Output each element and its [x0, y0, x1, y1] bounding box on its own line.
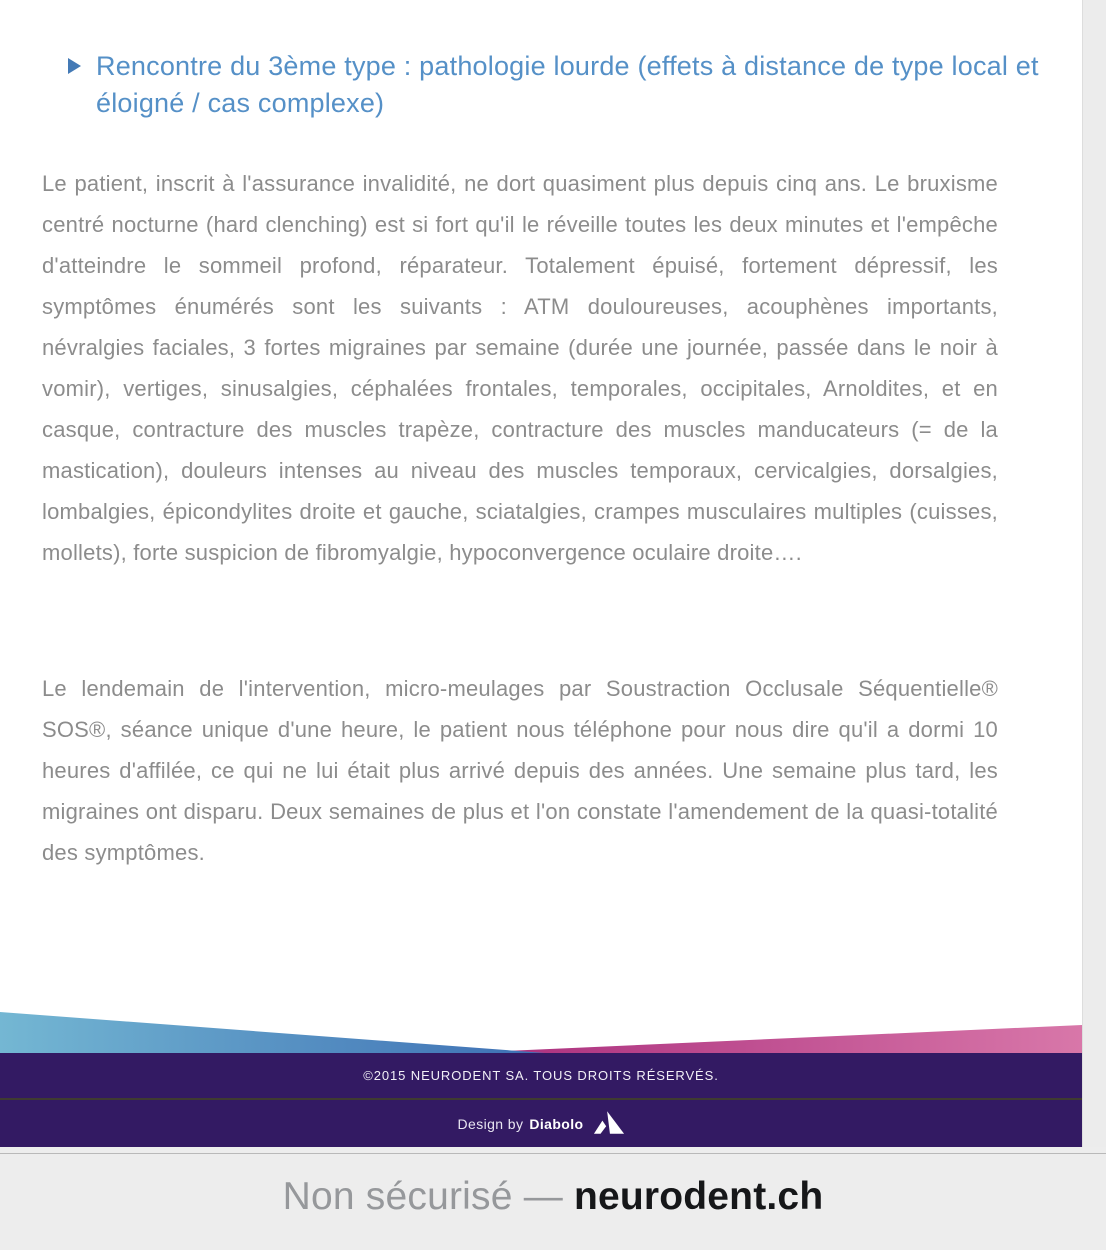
bullet-arrow-icon — [68, 58, 81, 74]
browser-bar-divider — [0, 1153, 1106, 1154]
wave-pink-shape — [460, 1025, 1082, 1053]
security-status-label: Non sécurisé — [282, 1175, 513, 1218]
paragraph-case-description: Le patient, inscrit à l'assurance invalidité, ne dort quasiment plus depuis cinq ans. Le bruxisme centré nocturne (hard clenching) est si fort qu'il le réveille toutes les deux minutes et l'empêche d'atteindre le sommeil profond, réparateur. Totalement épuisé, fortement dépressif, les symptômes énumérés sont les suivants : ATM douloureuses, acouphènes importants, névralgies faciales, 3 fortes migraines par semaine (durée une journée, passée dans le noir à vomir), vertiges, sinusalgies, céphalées frontales, temporales, occipitales, Arnoldites, et en casque, contracture des muscles trapèze, contracture des muscles manducateurs (= de la mastication), douleurs intenses au niveau des muscles temporaux, cervicalgies, dorsalgies, lombalgies, épicondylites droite et gauche, sciatalgies, crampes musculaires multiples (cuisses, mollets), forte suspicion de fibromyalgie, hypoconvergence oculaire droite…. — [42, 171, 998, 565]
copyright-text: ©2015 NEURODENT SA. TOUS DROITS RÉSERVÉS. — [363, 1068, 719, 1083]
browser-title-bar — [0, 1147, 1106, 1250]
footer-wave-decoration — [0, 1008, 1082, 1053]
title-separator: — — [523, 1175, 563, 1218]
diabolo-logo-icon — [593, 1110, 625, 1138]
wave-blue-shape — [0, 1012, 545, 1053]
design-credit[interactable] — [0, 1100, 1082, 1147]
design-by-label: Design by — [457, 1115, 524, 1132]
paragraph-treatment-result: Le lendemain de l'intervention, micro-meulages par Soustraction Occlusale Séquentielle® SOS®, séance unique d'une heure, le patient nous téléphone pour nous dire qu'il a dormi 10 heures d'affilée, ce qui ne lui était plus arrivé depuis des années. Une semaine plus tard, les migraines ont disparu. Deux semaines de plus et l'on constate l'amendement de la quasi-totalité des symptômes. — [42, 676, 998, 865]
browser-title-text — [0, 1175, 1106, 1219]
site-domain-label: neurodent.ch — [573, 1175, 824, 1218]
design-brand-label: Diabolo — [529, 1115, 584, 1132]
section-heading[interactable] — [68, 48, 1043, 122]
site-footer — [0, 1053, 1082, 1147]
section-heading-text: Rencontre du 3ème type : pathologie lourde (effets à distance de type local et éloigné / cas complexe) — [96, 51, 1039, 118]
vertical-scrollbar[interactable] — [1082, 0, 1106, 1153]
